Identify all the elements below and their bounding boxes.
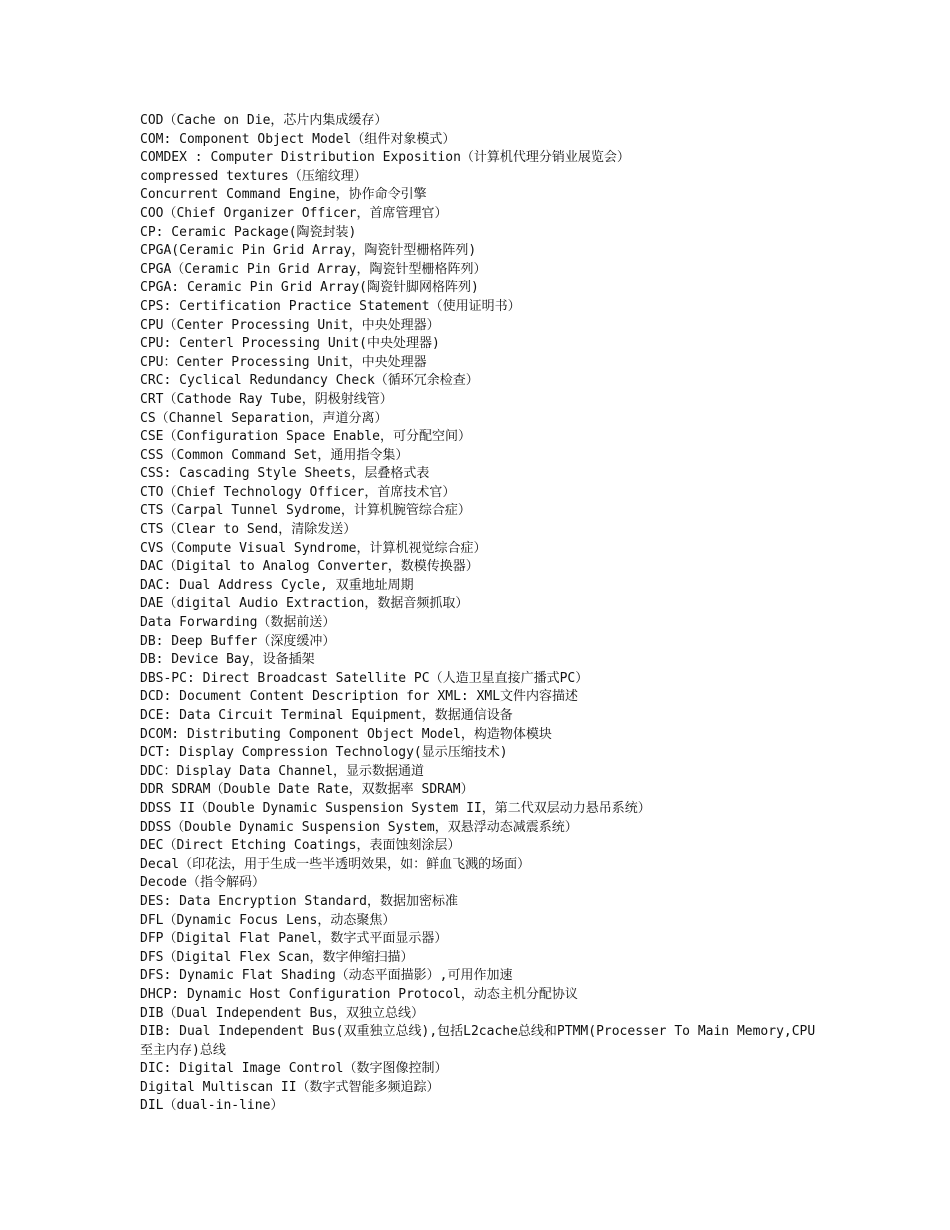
- glossary-entry: CP: Ceramic Package(陶瓷封装): [140, 224, 357, 240]
- glossary-entry: DAC: Dual Address Cycle, 双重地址周期: [140, 577, 414, 593]
- glossary-entry: Digital Multiscan II（数字式智能多频追踪）: [140, 1079, 440, 1095]
- glossary-entry: DBS-PC: Direct Broadcast Satellite PC（人造卫星直接广播式PC）: [140, 670, 589, 686]
- glossary-entry: DFL（Dynamic Focus Lens，动态聚焦）: [140, 912, 396, 928]
- glossary-entry: CRC: Cyclical Redundancy Check（循环冗余检查）: [140, 373, 479, 389]
- glossary-entry: CS（Channel Separation，声道分离）: [140, 410, 388, 426]
- glossary-entry: DDSS II（Double Dynamic Suspension System II，第二代双层动力悬吊系统）: [140, 800, 651, 816]
- glossary-entry: Concurrent Command Engine，协作命令引擎: [140, 187, 427, 203]
- glossary-entry: DIC: Digital Image Control（数字图像控制）: [140, 1061, 448, 1077]
- glossary-entry: CPU：Center Processing Unit，中央处理器: [140, 354, 427, 370]
- glossary-entry: CSS: Cascading Style Sheets，层叠格式表: [140, 466, 430, 482]
- glossary-entry: DCOM: Distributing Component Object Model，构造物体模块: [140, 726, 552, 742]
- glossary-entry: CPU（Center Processing Unit，中央处理器）: [140, 317, 440, 333]
- glossary-entry: DDR SDRAM（Double Date Rate，双数据率 SDRAM）: [140, 782, 474, 798]
- glossary-entry: DB: Device Bay，设备插架: [140, 652, 315, 668]
- glossary-list: [140, 112, 820, 1116]
- glossary-entry: CPGA: Ceramic Pin Grid Array(陶瓷针脚网格阵列): [140, 280, 479, 296]
- glossary-entry: Decal（印花法，用于生成一些半透明效果，如：鲜血飞溅的场面）: [140, 856, 531, 872]
- glossary-entry: DES: Data Encryption Standard，数据加密标准: [140, 893, 458, 909]
- glossary-entry: COD（Cache on Die，芯片内集成缓存）: [140, 113, 388, 128]
- glossary-entry: DDC：Display Data Channel，显示数据通道: [140, 763, 425, 779]
- glossary-entry: CPS: Certification Practice Statement（使用证明书）: [140, 298, 521, 314]
- glossary-entry: DIL（dual-in-line）: [140, 1098, 284, 1114]
- glossary-entry: CTS（Carpal Tunnel Sydrome，计算机腕管综合症）: [140, 503, 471, 519]
- glossary-entry: CTS（Clear to Send，清除发送）: [140, 522, 357, 538]
- glossary-entry: COM: Component Object Model（组件对象模式）: [140, 131, 456, 147]
- glossary-entry: CTO（Chief Technology Officer，首席技术官）: [140, 484, 456, 500]
- glossary-entry: CPU: Centerl Processing Unit(中央处理器): [140, 336, 440, 352]
- glossary-entry: CPGA(Ceramic Pin Grid Array，陶瓷针型栅格阵列): [140, 243, 477, 259]
- glossary-entry: CPGA（Ceramic Pin Grid Array，陶瓷针型栅格阵列）: [140, 261, 487, 277]
- glossary-entry: COMDEX : Computer Distribution Exposition（计算机代理分销业展览会）: [140, 150, 630, 166]
- glossary-entry: DCD: Document Content Description for XML: XML文件内容描述: [140, 689, 579, 705]
- glossary-entry: DAE（digital Audio Extraction，数据音频抓取）: [140, 596, 469, 612]
- glossary-entry: DFS（Digital Flex Scan，数字伸缩扫描）: [140, 949, 414, 965]
- glossary-entry: CVS（Compute Visual Syndrome，计算机视觉综合症）: [140, 540, 487, 556]
- glossary-entry: CRT（Cathode Ray Tube，阴极射线管）: [140, 391, 393, 407]
- glossary-entry: CSE（Configuration Space Enable，可分配空间）: [140, 429, 471, 445]
- glossary-entry: compressed textures（压缩纹理）: [140, 168, 367, 184]
- glossary-entry: DDSS（Double Dynamic Suspension System，双悬浮动态减震系统）: [140, 819, 578, 835]
- glossary-entry: COO（Chief Organizer Officer，首席管理官）: [140, 205, 448, 221]
- glossary-entry: CSS（Common Command Set，通用指令集）: [140, 447, 409, 463]
- glossary-entry: DFP（Digital Flat Panel，数字式平面显示器）: [140, 931, 448, 947]
- glossary-entry: DEC（Direct Etching Coatings，表面蚀刻涂层）: [140, 838, 461, 854]
- glossary-entry: DCE: Data Circuit Terminal Equipment，数据通信设备: [140, 708, 513, 723]
- glossary-entry: DIB: Dual Independent Bus(双重独立总线),包括L2cache总线和PTMM(Processer To Main Memory,CPU至主内存)总线: [140, 1024, 816, 1058]
- glossary-entry: DAC（Digital to Analog Converter，数模传换器）: [140, 559, 479, 575]
- glossary-entry: Data Forwarding（数据前送）: [140, 615, 336, 631]
- glossary-entry: DCT: Display Compression Technology(显示压缩技术): [140, 745, 508, 761]
- glossary-entry: DB: Deep Buffer（深度缓冲）: [140, 633, 336, 649]
- glossary-entry: DFS: Dynamic Flat Shading（动态平面描影）,可用作加速: [140, 968, 513, 984]
- glossary-entry: Decode（指令解码）: [140, 875, 265, 891]
- glossary-entry: DHCP: Dynamic Host Configuration Protocol，动态主机分配协议: [140, 986, 578, 1002]
- glossary-entry: DIB（Dual Independent Bus，双独立总线）: [140, 1005, 425, 1021]
